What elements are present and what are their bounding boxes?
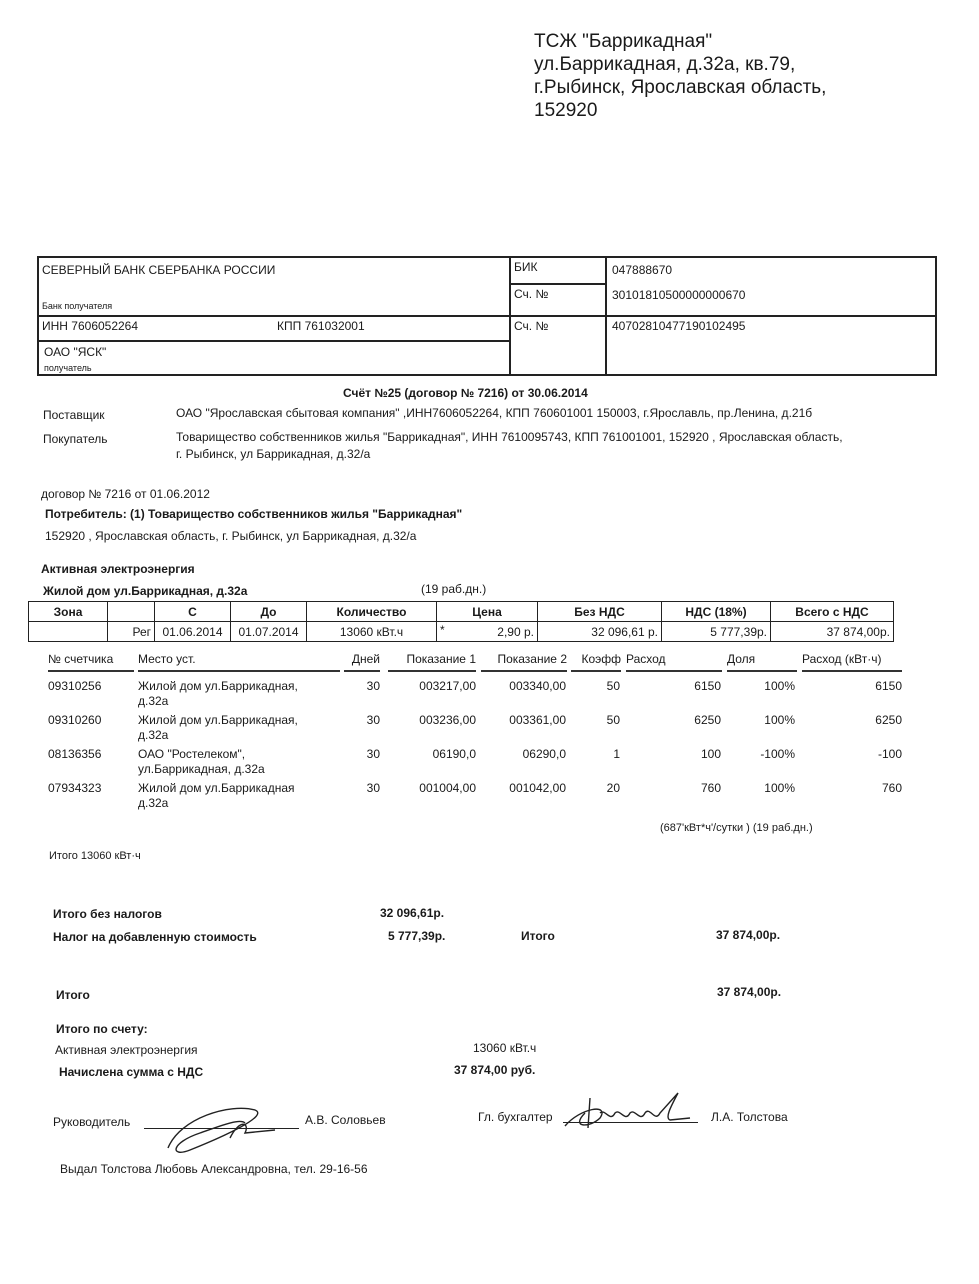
table-header-row [29,602,894,622]
meter-number: 07934323 [48,781,102,795]
director-label: Руководитель [53,1115,131,1129]
column-header: Коэфф [571,652,621,672]
column-header: Расход (кВт·ч) [802,652,902,672]
buyer-value: Товарищество собственников жилья "Баррикадная", ИНН 7610095743, КПП 761001001, 152920 , Ярославская область, [176,430,843,444]
type-cell: Рег [108,622,155,642]
usage: 6250 [694,713,721,727]
inn: ИНН 7606052264 [42,319,139,333]
meter-number: 09310256 [48,679,102,693]
meter-place-cont: д.32а [138,796,169,810]
column-header: Доля [727,652,797,672]
bank-name: СЕВЕРНЫЙ БАНК СБЕРБАНКА РОССИИ [42,263,276,277]
reading-1: 003236,00 [419,713,476,727]
price-cell [437,622,538,642]
meter-number: 08136356 [48,747,102,761]
share: 100% [764,781,795,795]
accountant-label: Гл. бухгалтер [478,1110,553,1124]
payee-caption: получатель [44,363,92,373]
total-cell: 37 874,00р. [771,622,894,642]
column-header: Количество [307,602,437,622]
grand-total-label: Итого [56,988,90,1002]
price-value: 2,90 р. [497,624,534,639]
meter-place: ОАО "Ростелеком", [138,747,246,761]
kwh: 6250 [875,713,902,727]
bank-caption: Банк получателя [42,301,113,311]
meter-number: 09310260 [48,713,102,727]
divider [509,283,605,285]
account-label: Сч. № [514,319,549,333]
column-header: С [155,602,231,622]
account-value: 40702810477190102495 [612,319,746,333]
divider [509,315,935,317]
director-signature-icon [160,1098,290,1158]
column-header: Место уст. [138,652,340,672]
column-header: Всего с НДС [771,602,894,622]
column-header: Расход [626,652,722,672]
recipient-address-line: 152920 [534,100,598,121]
without-tax-label: Итого без налогов [53,907,162,921]
usage: 6150 [694,679,721,693]
meter-place-cont: д.32а [138,694,169,708]
coef: 1 [613,747,620,761]
kwh: 760 [881,781,902,795]
reading-2: 06290,0 [522,747,566,761]
meter-place: Жилой дом ул.Баррикадная, [138,679,298,693]
share: 100% [764,713,795,727]
accountant-name: Л.А. Толстова [711,1110,788,1124]
divider [39,315,509,317]
vat-label: Налог на добавленную стоимость [53,930,257,944]
consumer-address: 152920 , Ярославская область, г. Рыбинск, ул Баррикадная, д.32/а [45,529,417,543]
meter-place: Жилой дом ул.Баррикадная, [138,713,298,727]
recipient-address-line: г.Рыбинск, Ярославская область, [534,77,827,98]
kwh: 6150 [875,679,902,693]
column-header: Цена [437,602,538,622]
recipient-address-line: ул.Баррикадная, д.32а, кв.79, [534,54,796,75]
corr-account-value: 30101810500000000670 [612,288,746,302]
subtotal-value: 37 874,00р. [716,928,781,942]
days: 30 [366,679,380,693]
coef: 20 [606,781,620,795]
charges-table [28,601,894,642]
meter-place-cont: ул.Баррикадная, д.32а [138,762,265,776]
charged-value: 37 874,00 руб. [454,1063,536,1077]
object-title: Жилой дом ул.Баррикадная, д.32а [43,584,248,598]
days: 30 [366,781,380,795]
bik-label: БИК [514,260,538,274]
kwh: -100 [877,747,902,761]
column-header: НДС (18%) [662,602,771,622]
accountant-signature-icon [560,1088,695,1133]
column-header: Без НДС [538,602,662,622]
column-header [108,602,155,622]
meter-place: Жилой дом ул.Баррикадная [138,781,295,795]
usage: 100 [700,747,721,761]
reading-1: 06190,0 [432,747,476,761]
kpp: КПП 761032001 [277,319,365,333]
column-header: № счетчика [48,652,134,672]
account-summary-title: Итого по счету: [56,1022,148,1036]
from-cell: 01.06.2014 [155,622,231,642]
bank-details-box [37,256,937,376]
meter-place-cont: д.32а [138,728,169,742]
grand-total-value: 37 874,00р. [717,985,782,999]
corr-account-label: Сч. № [514,287,549,301]
meters-total: Итого 13060 кВт·ч [49,850,141,862]
payee-name: ОАО "ЯСК" [44,345,107,359]
section-title: Активная электроэнергия [41,562,195,576]
zone-cell [29,622,108,642]
column-header: До [231,602,307,622]
charged-label: Начислена сумма с НДС [59,1065,204,1079]
price-mark: * [440,623,445,637]
reading-1: 003217,00 [419,679,476,693]
share: 100% [764,679,795,693]
reading-2: 003340,00 [509,679,566,693]
column-header: Показание 1 [388,652,476,672]
quantity-cell: 13060 кВт.ч [307,622,437,642]
column-header: Зона [29,602,108,622]
to-cell: 01.07.2014 [231,622,307,642]
energy-value: 13060 кВт.ч [473,1041,537,1055]
recipient-address-line: ТСЖ "Баррикадная" [534,31,713,52]
divider [39,340,509,342]
without-vat-cell: 32 096,61 р. [538,622,662,642]
daily-consumption-note: (687'кВт*ч'/сутки ) (19 раб.дн.) [660,822,813,834]
reading-2: 001042,00 [509,781,566,795]
director-name: А.В. Соловьев [305,1113,386,1127]
issued-by: Выдал Толстова Любовь Александровна, тел. 29-16-56 [60,1162,368,1176]
coef: 50 [606,679,620,693]
work-days: (19 раб.дн.) [421,582,487,596]
invoice-title: Счёт №25 (договор № 7216) от 30.06.2014 [343,386,588,400]
days: 30 [366,713,380,727]
subtotal-label: Итого [521,929,555,943]
table-row [29,622,894,642]
vat-value: 5 777,39р. [388,929,446,943]
usage: 760 [700,781,721,795]
vat-cell: 5 777,39р. [662,622,771,642]
reading-2: 003361,00 [509,713,566,727]
buyer-value-cont: г. Рыбинск, ул Баррикадная, д.32/а [176,447,371,461]
recipient-address [534,30,934,122]
coef: 50 [606,713,620,727]
reading-1: 001004,00 [419,781,476,795]
contract-ref: договор № 7216 от 01.06.2012 [41,487,210,501]
energy-label: Активная электроэнергия [55,1043,198,1057]
supplier-label: Поставщик [43,408,105,422]
column-header: Показание 2 [481,652,567,672]
share: -100% [760,747,795,761]
bik-value: 047888670 [612,263,673,277]
buyer-label: Покупатель [43,432,108,446]
supplier-value: ОАО "Ярославская сбытовая компания" ,ИНН7606052264, КПП 760601001 150003, г.Ярославль, пр.Ленина, д.21б [176,406,813,420]
days: 30 [366,747,380,761]
column-header: Дней [344,652,380,672]
without-tax-value: 32 096,61р. [380,906,445,920]
consumer: Потребитель: (1) Товарищество собственников жилья "Баррикадная" [45,507,463,521]
